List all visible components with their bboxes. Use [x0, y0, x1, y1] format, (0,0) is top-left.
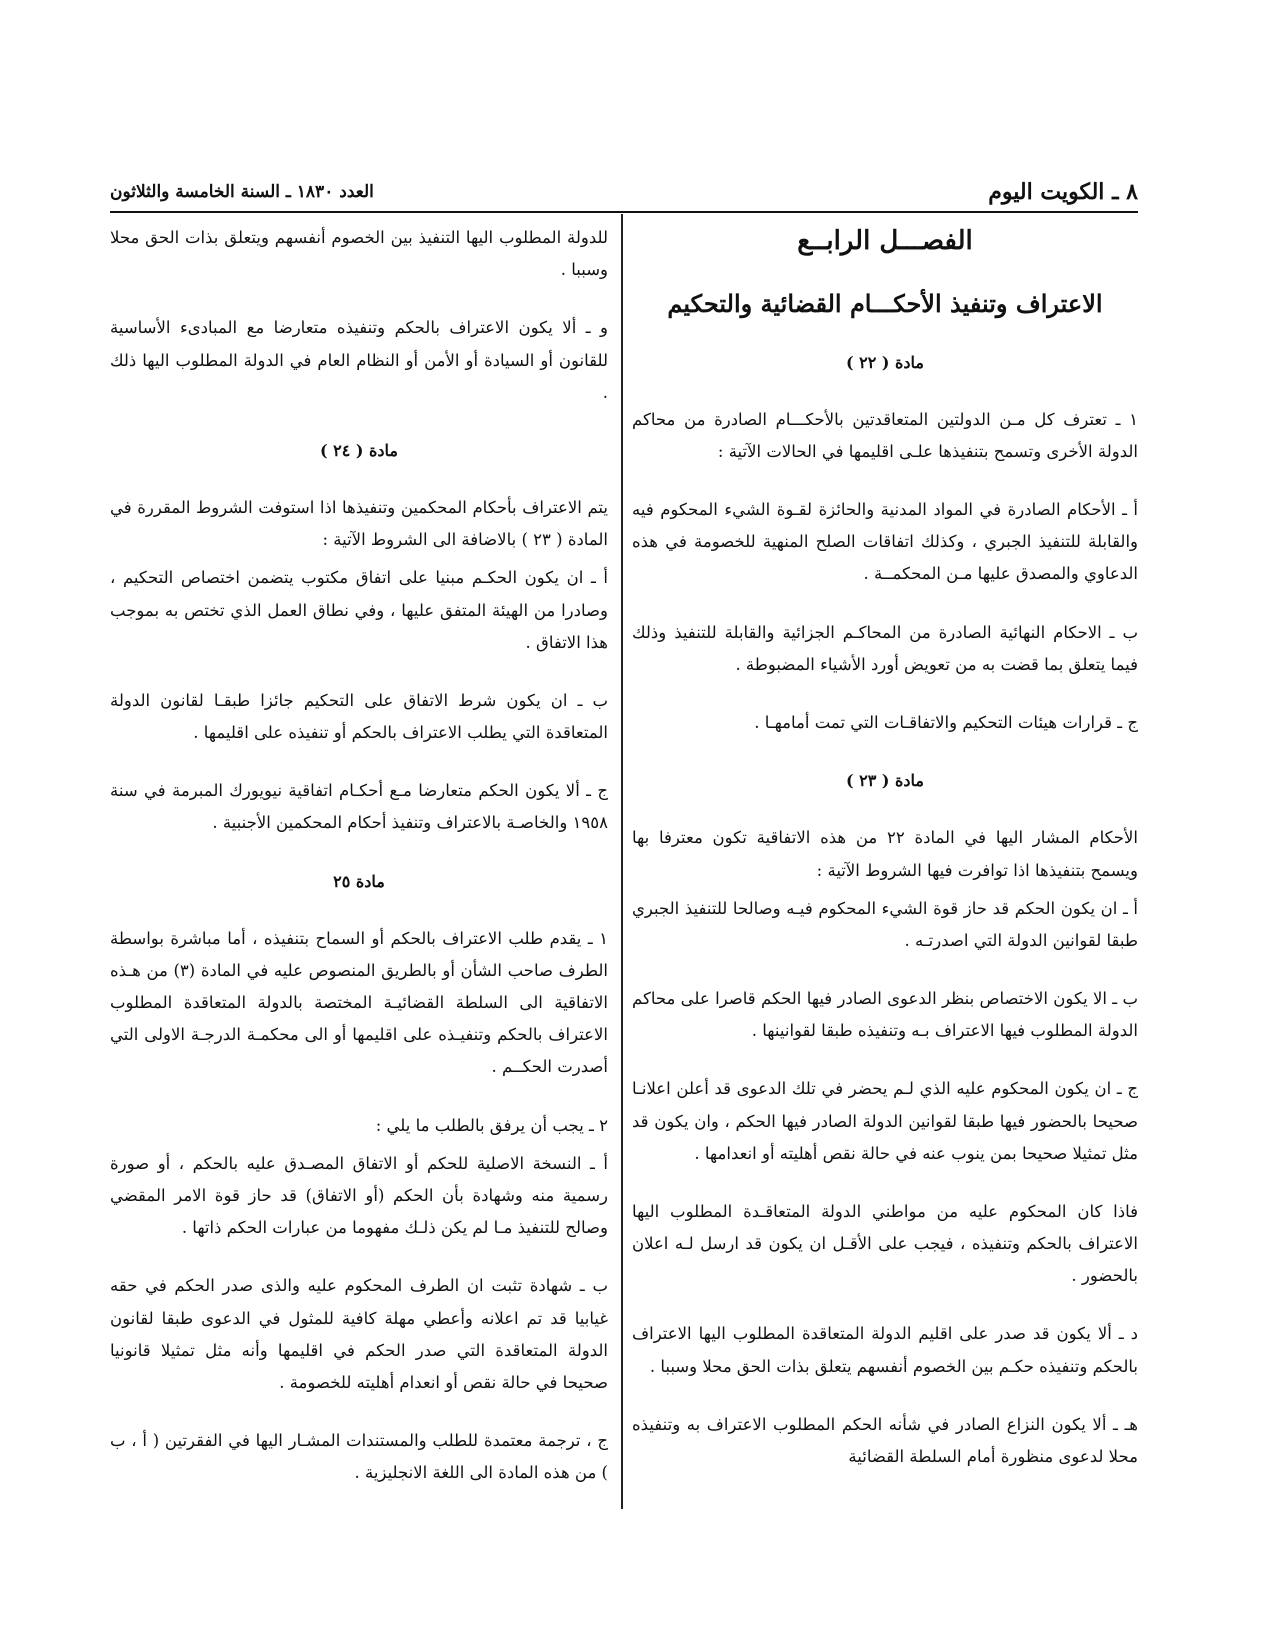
article-22-paragraph-1: ١ ـ تعترف كل مـن الدولتين المتعاقدتين بالأحكـــام الصادرة من محاكم الدولة الأخرى وتسمح بتنفيذها علـى اقليمها في الحالات الآتية :: [632, 409, 1138, 461]
article-22-clause-c: ج ـ قرارات هيئات التحكيم والاتفاقـات التي تمت أمامهـا .: [754, 712, 1138, 732]
chapter-title: الفصـــل الرابــع: [797, 226, 973, 256]
page-header: [110, 178, 1138, 206]
article-23-clause-c-continued: فاذا كان المحكوم عليه من مواطني الدولة المتعاقـدة المطلوب اليها الاعتراف بالحكم وتنفيذه ، فيجب على الأقـل ان يكون قد ارسل لـه اعلان بالحضور .: [632, 1201, 1138, 1286]
article-22-clause-b: ب ـ الاحكام النهائية الصادرة من المحاكـم الجزائية والقابلة للتنفيذ وذلك فيما يتعلق بما قضت به من تعويض أورد الأشياء المضبوطة .: [632, 622, 1138, 674]
article-25-clause-b: ب ـ شهادة تثبت ان الطرف المحكوم عليه والذى صدر الحكم في حقه غيابيا قد تم اعلانه وأعطي مهلة كافية للمثول في الدعوى طبقا لقانون الدولة المتعاقدة التي صدر الحكم في اقليمها وأنه مثل تمثيلا قانونيا صحيحا في حالة نقص أو انعدام أهليته للخصومة .: [110, 1276, 608, 1392]
article-23-intro: الأحكام المشار اليها في المادة ٢٢ من هذه الاتفاقية تكون معترفا بها ويسمح بتنفيذها اذا توافرت فيها الشروط الآتية :: [632, 828, 1138, 880]
article-22-heading: مادة ( ٢٢ ): [846, 352, 924, 372]
article-24-intro: يتم الاعتراف بأحكام المحكمين وتنفيذها اذا استوفت الشروط المقررة في المادة ( ٢٣ ) بالاضافة الى الشروط الآتية :: [110, 498, 608, 550]
article-23-clause-a: أ ـ ان يكون الحكم قد حاز قوة الشيء المحكوم فيـه وصالحا للتنفيذ الجبري طبقا لقوانين الدولة التي اصدرتـه .: [632, 898, 1138, 950]
article-24-heading: مادة ( ٢٤ ): [320, 440, 398, 460]
article-23-heading: مادة ( ٢٣ ): [846, 771, 924, 791]
publication-title: ٨ ـ الكويت اليوم: [988, 179, 1138, 205]
column-divider: [621, 214, 623, 1509]
article-25-clause-a: أ ـ النسخة الاصلية للحكم أو الاتفاق المصـدق عليه بالحكم ، أو صورة رسمية منه وشهادة بأن الحكم (أو الاتفاق) قد حاز قوة الامر المقضي وصالح للتنفيذ مـا لم يكن ذلـك مفهوما من عبارات الحكم ذاتها .: [110, 1153, 608, 1238]
article-22-clause-a: أ ـ الأحكام الصادرة في المواد المدنية والحائزة لقـوة الشيء المحكوم فيه والقابلة للتنفيذ الجبري ، وكذلك اتفاقات الصلح المنهية للخصومة في هذه الدعاوي والمصدق عليها مـن المحكمــة .: [632, 500, 1138, 584]
article-23-clause-c: ج ـ ان يكون المحكوم عليه الذي لـم يحضر في تلك الدعوى قد أعلن اعلانـا صحيحا بالحضور فيها طبقا لقوانين الدولة الصادر فيها الحكم ، وان يكون قد مثل تمثيلا صحيحا بمن ينوب عنه في حالة نقص أهليته أو انعدامها .: [632, 1079, 1138, 1163]
chapter-subtitle: الاعتراف وتنفيذ الأحكـــام القضائية والتحكيم: [667, 289, 1103, 318]
article-25-clause-c: ج ، ترجمة معتمدة للطلب والمستندات المشـار اليها في الفقرتين ( أ ، ب ) من هذه المادة الى اللغة الانجليزية .: [110, 1431, 608, 1483]
left-column: [110, 222, 608, 1515]
issue-info: العدد ١٨٣٠ ـ السنة الخامسة والثلاثون: [110, 182, 374, 202]
article-23-clause-e-continued: للدولة المطلوب اليها التنفيذ بين الخصوم أنفسهم ويتعلق بذات الحق محلا وسببا .: [110, 228, 608, 280]
article-24-clause-a: أ ـ ان يكون الحكـم مبنيا على اتفاق مكتوب يتضمن اختصاص التحكيم ، وصادرا من الهيئة المتفق عليها ، وفي نطاق العمل الذي تختص به بموجب هذا الاتفاق .: [110, 568, 608, 652]
article-25-heading: مادة ٢٥: [333, 871, 385, 891]
article-24-clause-b: ب ـ ان يكون شرط الاتفاق على التحكيم جائزا طبقـا لقانون الدولة المتعاقدة التي يطلب الاعتراف بالحكم أو تنفيذه على اقليمها .: [110, 690, 608, 743]
article-23-clause-e: هـ ـ ألا يكون النزاع الصادر في شأنه الحكم المطلوب الاعتراف به وتنفيذه محلا لدعوى منظورة أمام السلطة القضائية: [632, 1414, 1138, 1466]
article-24-clause-c: ج ـ ألا يكون الحكم متعارضا مـع أحكـام اتفاقية نيويورك المبرمة في سنة ١٩٥٨ والخاصـة بالاعتراف وتنفيذ أحكام المحكمين الأجنبية .: [110, 781, 608, 833]
header-rule: [110, 211, 1138, 213]
article-25-paragraph-1: ١ ـ يقدم طلب الاعتراف بالحكم أو السماح بتنفيذه ، أما مباشرة بواسطة الطرف صاحب الشأن أو بالطريق المنصوص عليه في المادة (٣) من هـذه الاتفاقية الى السلطة القضائيـة المختصة بالدولة المتعاقدة المطلوب الاعتراف بالحكم وتنفيـذه على اقليمها أو الى محكمـة الدرجـة الاولى التي أصدرت الحكــم .: [110, 928, 608, 1077]
right-column: [632, 222, 1138, 1499]
article-23-clause-b: ب ـ الا يكون الاختصاص بنظر الدعوى الصادر فيها الحكم قاصرا على محاكم الدولة المطلوب فيها الاعتراف بـه وتنفيذه طبقا لقوانينها .: [632, 989, 1138, 1041]
article-25-paragraph-2: ٢ ـ يجب أن يرفق بالطلب ما يلي :: [375, 1115, 608, 1135]
article-23-clause-d: د ـ ألا يكون قد صدر على اقليم الدولة المتعاقدة المطلوب اليها الاعتراف بالحكم وتنفيذه حكـم بين الخصوم أنفسهم يتعلق بذات الحق محلا وسببا .: [632, 1324, 1138, 1376]
article-23-clause-w: و ـ ألا يكون الاعتراف بالحكم وتنفيذه متعارضا مع المبادىء الأساسية للقانون أو السيادة أو الأمن أو النظام العام في الدولة المطلوب اليها ذلك .: [110, 318, 608, 402]
